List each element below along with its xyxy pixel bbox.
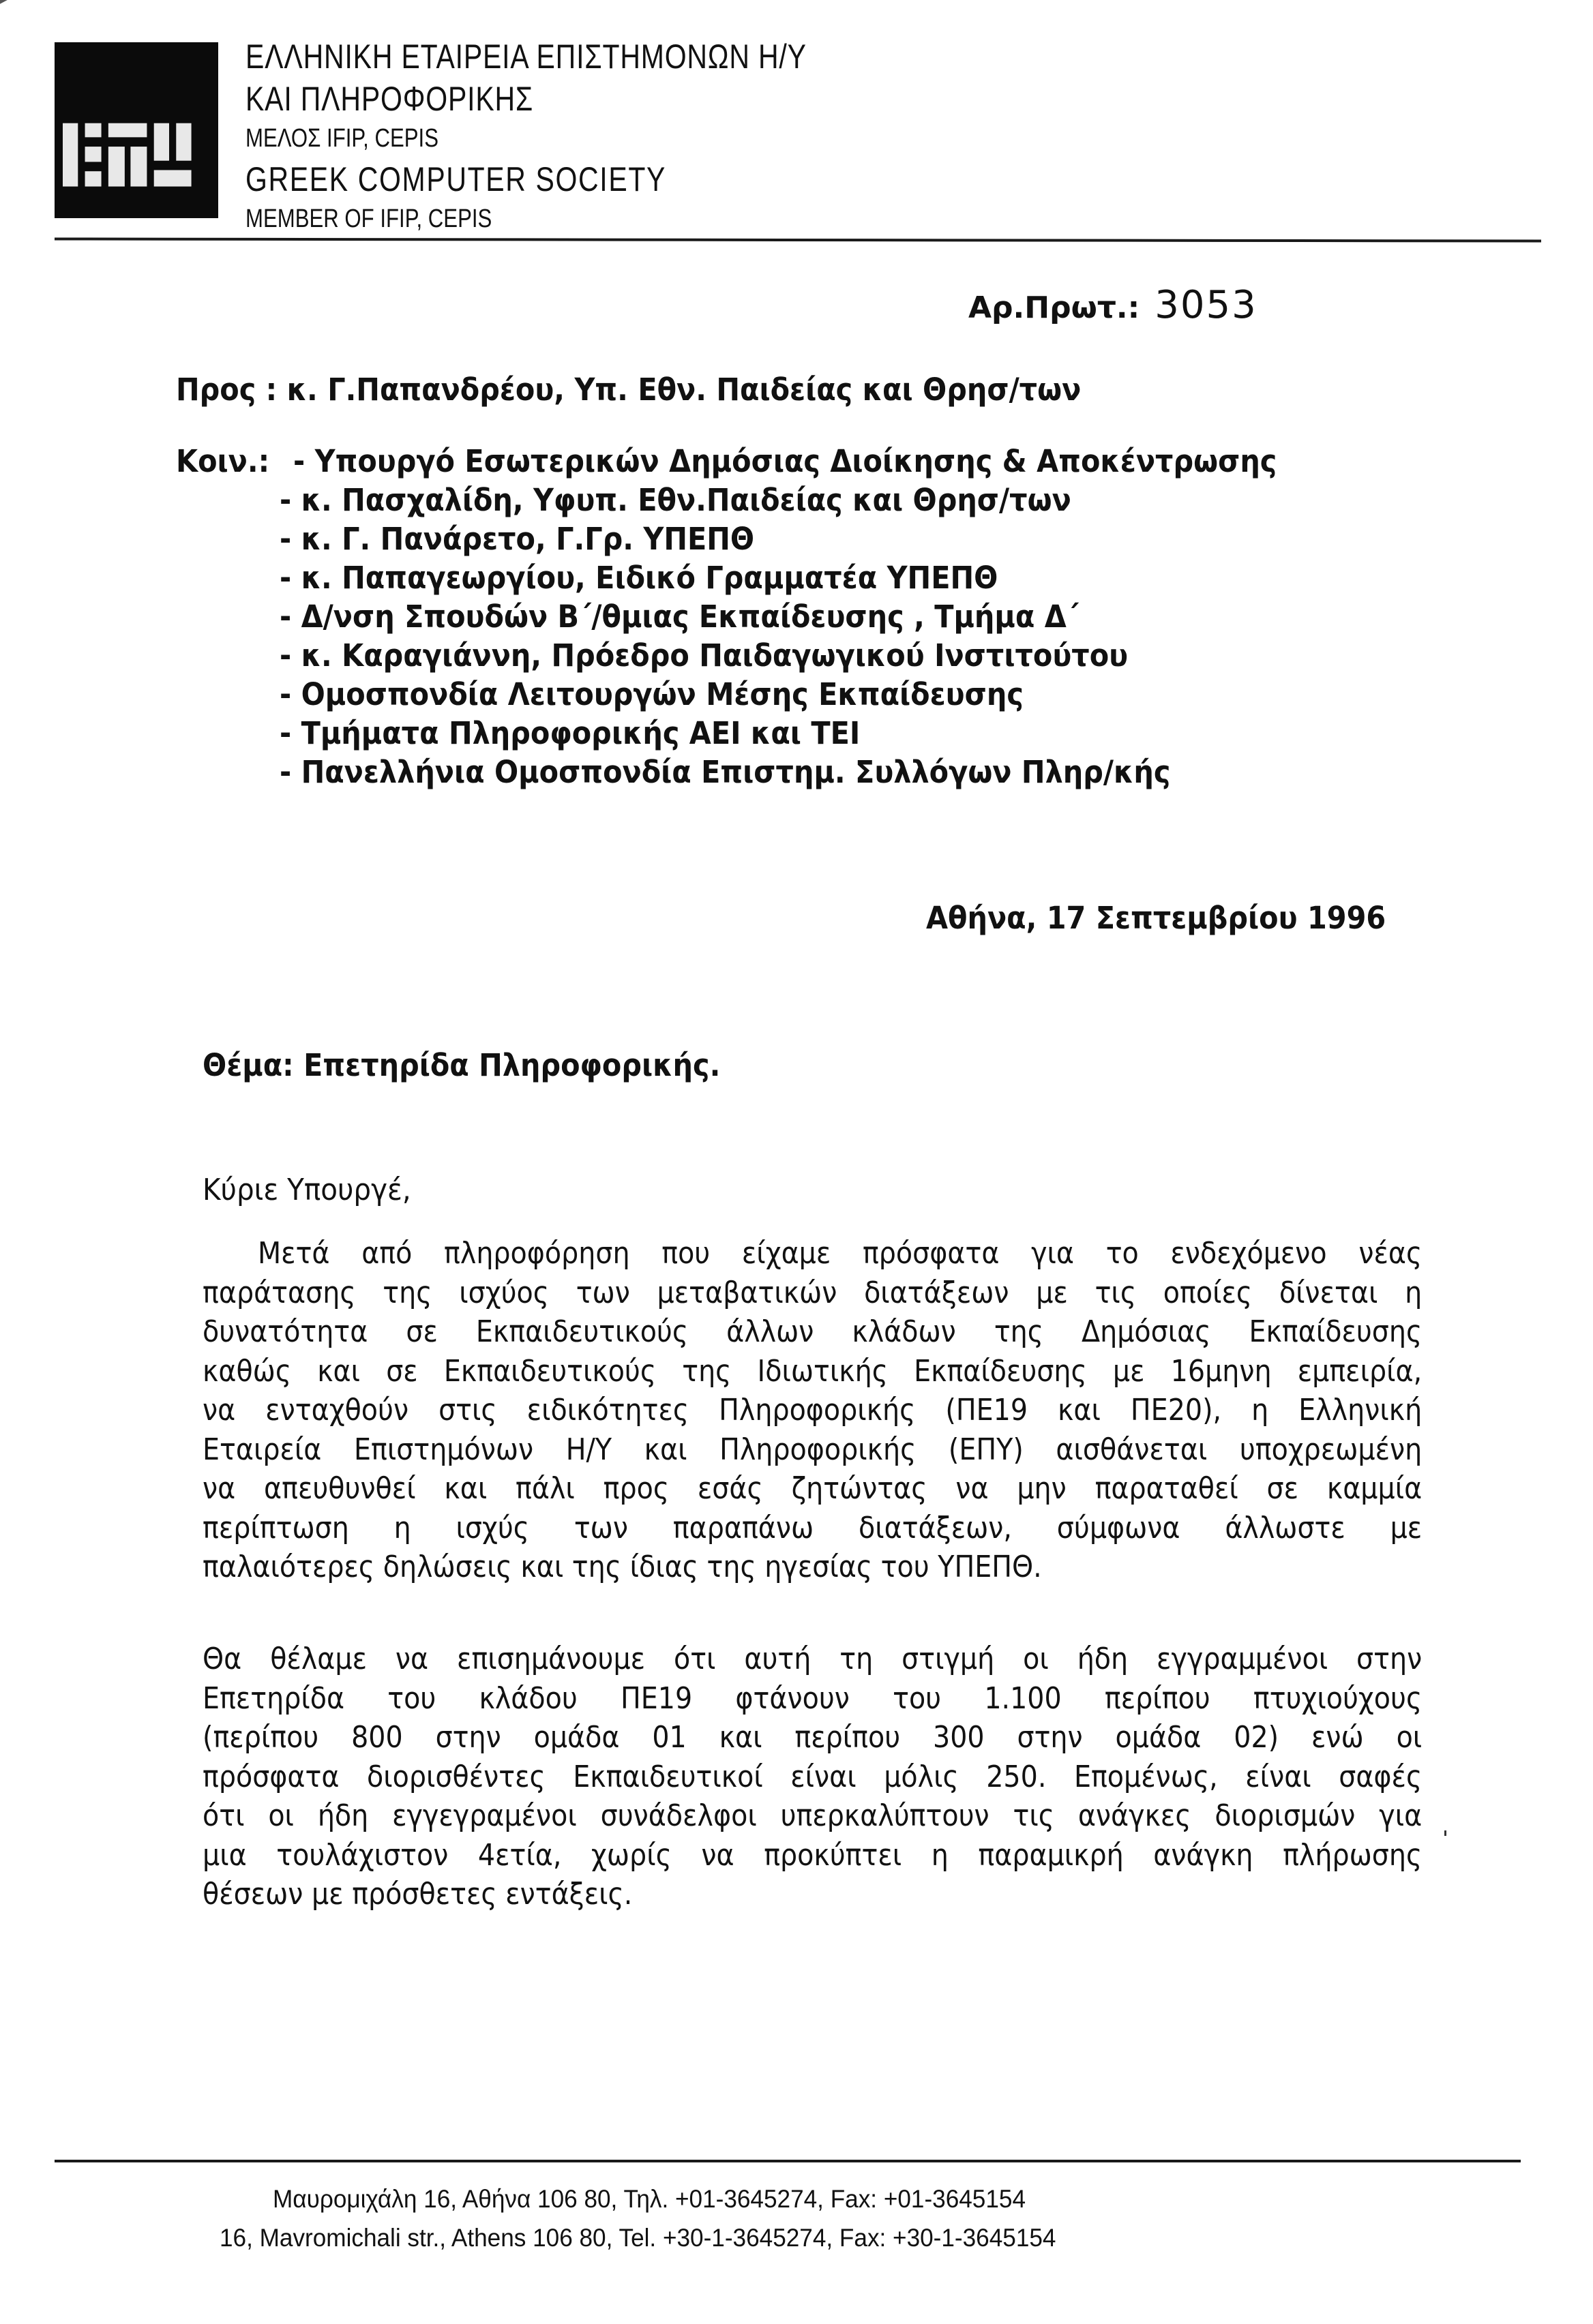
body-line: καθώς και σε Εκπαιδευτικούς της Ιδιωτικής Εκπαίδευσης με 16μηνη εμπειρία, (203, 1353, 1423, 1389)
body-line: μια τουλάχιστον 4ετία, χωρίς να προκύπτει η παραμικρή ανάγκη πλήρωσης (203, 1837, 1423, 1873)
body-line: περίπτωση η ισχύς των παραπάνω διατάξεων, σύμφωνα άλλωστε με (203, 1510, 1423, 1545)
body-line: ότι οι ήδη εγγεγραμένοι συνάδελφοι υπερκαλύπτουν τις ανάγκες διορισμών για (203, 1798, 1423, 1833)
body-line: Θα θέλαμε να επισημάνουμε ότι αυτή τη στιγμή οι ήδη εγγραμμένοι στην (203, 1642, 1423, 1676)
recipient-line: Προς : κ. Γ.Παπανδρέου, Υπ. Εθν. Παιδείας και Θρησ/των (176, 372, 1082, 408)
cc-item: - κ. Καραγιάννη, Πρόεδρο Παιδαγωγικού Ινστιτούτου (280, 637, 1129, 674)
cc-item: - Τμήματα Πληροφορικής ΑΕΙ και ΤΕΙ (280, 715, 861, 751)
footer-address-greek: Μαυρομιχάλη 16, Αθήνα 106 80, Τηλ. +01-3645274, Fax: +01-3645154 (273, 2185, 1026, 2213)
letterhead-organization (245, 37, 929, 233)
cc-item: - Πανελλήνια Ομοσπονδία Επιστημ. Συλλόγων Πληρ/κής (280, 754, 1171, 790)
body-line: (περίπου 800 στην ομάδα 01 και περίπου 300 στην ομάδα 02) ενώ οι (203, 1720, 1423, 1755)
body-line: Εταιρεία Επιστημόνων Η/Υ και Πληροφορικής (ΕΠΥ) αισθάνεται υποχρεωμένη (203, 1432, 1423, 1467)
membership-greek: ΜΕΛΟΣ IFIP, CEPIS (245, 124, 439, 153)
body-line: να ενταχθούν στις ειδικότητες Πληροφορικής (ΠΕ19 και ΠΕ20), η Ελληνική (203, 1393, 1423, 1428)
cc-list (280, 443, 1363, 793)
scan-speck (1444, 1830, 1446, 1836)
body-line: να απευθυνθεί και πάλι προς εσάς ζητώντας να μην παραταθεί σε καμμία (203, 1471, 1423, 1506)
body-line: παλαιότερες δηλώσεις και της ίδιας της ηγεσίας του ΥΠΕΠΘ. (203, 1550, 1042, 1584)
protocol-number (968, 283, 1257, 327)
body-paragraph-1 (203, 1234, 1423, 1587)
org-name-english: GREEK COMPUTER SOCIETY (245, 160, 666, 198)
cc-item: - Δ/νση Σπουδών Β΄/θμιας Εκπαίδευσης , Τμήμα Δ΄ (280, 599, 1080, 635)
body-line: παράτασης της ισχύος των μεταβατικών διατάξεων με τις οποίες δίνεται η (203, 1275, 1423, 1310)
body-paragraph-2 (203, 1640, 1423, 1914)
cc-item: - κ. Παπαγεωργίου, Ειδικό Γραμματέα ΥΠΕΠΘ (280, 560, 998, 596)
cc-label: Κοιν.: (176, 443, 270, 479)
body-line: Επετηρίδα του κλάδου ΠΕ19 φτάνουν του 1.100 περίπου πτυχιούχους (203, 1680, 1423, 1716)
body-line: θέσεων με πρόσθετες εντάξεις. (203, 1877, 633, 1912)
letter-subject: Θέμα: Επετηρίδα Πληροφορικής. (203, 1047, 721, 1083)
body-line: δυνατότητα σε Εκπαιδευτικούς άλλων κλάδων της Δημόσιας Εκπαίδευσης (203, 1314, 1423, 1349)
protocol-label: Αρ.Πρωτ.: (968, 290, 1140, 325)
cc-item: - Υπουργό Εσωτερικών Δημόσιας Διοίκησης & Αποκέντρωσης (293, 443, 1277, 479)
staple-mark (0, 0, 29, 11)
membership-english: MEMBER OF IFIP, CEPIS (245, 205, 492, 233)
org-name-greek-line1: ΕΛΛΗΝΙΚΗ ΕΤΑΙΡΕΙΑ ΕΠΙΣΤΗΜΟΝΩΝ Η/Υ (245, 37, 807, 76)
salutation: Κύριε Υπουργέ, (203, 1173, 411, 1207)
body-line: πρόσφατα διορισθέντες Εκπαιδευτικοί είναι μόλις 250. Επομένως, είναι σαφές (203, 1759, 1423, 1794)
cc-item: - Ομοσπονδία Λειτουργών Μέσης Εκπαίδευσης (280, 676, 1024, 712)
body-line: Μετά από πληροφόρηση που είχαμε πρόσφατα για το ενδεχόμενο νέας (258, 1236, 1423, 1271)
footer-divider (55, 2160, 1521, 2162)
epy-logo-icon (55, 42, 218, 218)
protocol-value: 3053 (1155, 283, 1257, 327)
org-name-greek-line2: ΚΑΙ ΠΛΗΡΟΦΟΡΙΚΗΣ (245, 80, 534, 118)
cc-item: - κ. Πασχαλίδη, Υφυπ. Εθν.Παιδείας και Θρησ/των (280, 482, 1071, 518)
header-divider (55, 237, 1541, 242)
letter-date: Αθήνα, 17 Σεπτεμβρίου 1996 (926, 900, 1386, 936)
footer-address-english: 16, Mavromichali str., Athens 106 80, Tel. +30-1-3645274, Fax: +30-1-3645154 (220, 2224, 1056, 2252)
cc-item: - κ. Γ. Πανάρετο, Γ.Γρ. ΥΠΕΠΘ (280, 521, 755, 557)
